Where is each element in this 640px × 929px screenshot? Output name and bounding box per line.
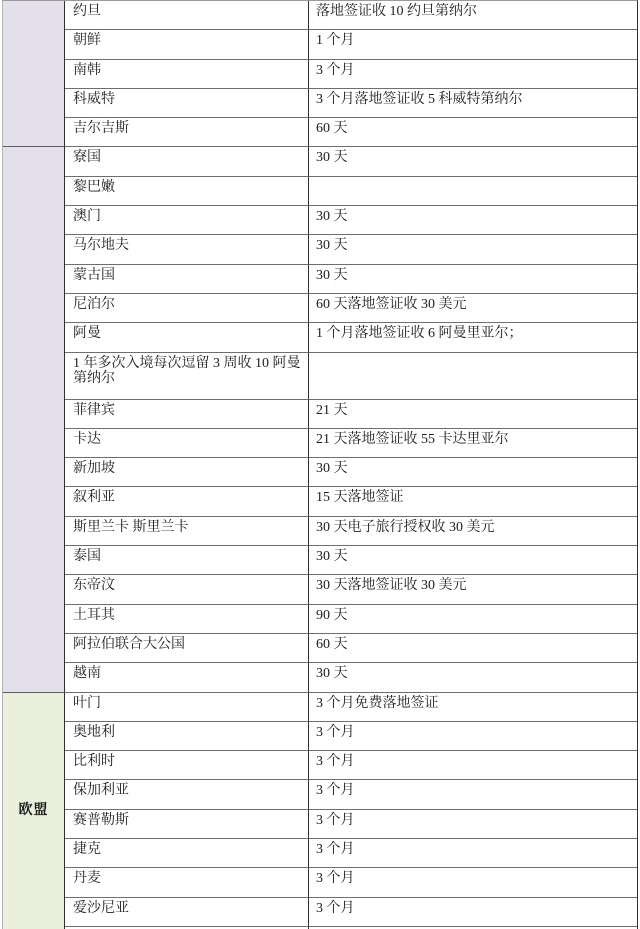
country-cell: 吉尔吉斯 xyxy=(65,118,309,147)
visa-cell: 3 个月 xyxy=(309,780,637,809)
group-cell-eu xyxy=(3,693,65,929)
country-cell: 土耳其 xyxy=(65,605,309,634)
visa-cell: 3 个月 xyxy=(309,839,637,868)
visa-cell: 3 个月落地签证收 5 科威特第纳尔 xyxy=(309,89,637,118)
country-cell: 澳门 xyxy=(65,206,309,235)
visa-cell: 3 个月 xyxy=(309,60,637,89)
visa-cell: 3 个月 xyxy=(309,868,637,897)
visa-cell: 3 个月 xyxy=(309,722,637,751)
visa-cell: 60 天落地签证收 30 美元 xyxy=(309,294,637,323)
group-cell xyxy=(3,1,65,147)
visa-cell: 60 天 xyxy=(309,118,637,147)
country-cell: 东帝汶 xyxy=(65,575,309,604)
visa-cell: 30 天 xyxy=(309,663,637,692)
country-cell: 捷克 xyxy=(65,839,309,868)
visa-cell: 3 个月 xyxy=(309,810,637,839)
visa-cell: 3 个月免费落地签证 xyxy=(309,693,637,722)
visa-cell: 30 天电子旅行授权收 30 美元 xyxy=(309,517,637,546)
visa-cell: 30 天 xyxy=(309,147,637,176)
country-cell: 朝鲜 xyxy=(65,30,309,59)
visa-cell: 1 个月落地签证收 6 阿曼里亚尔； xyxy=(309,323,637,352)
visa-cell: 60 天 xyxy=(309,634,637,663)
country-cell: 约旦 xyxy=(65,1,309,30)
visa-cell: 90 天 xyxy=(309,605,637,634)
visa-cell: 落地签证收 10 约旦第纳尔 xyxy=(309,1,637,30)
country-cell: 马尔地夫 xyxy=(65,235,309,264)
country-cell: 泰国 xyxy=(65,546,309,575)
country-cell: 寮国 xyxy=(65,147,309,176)
country-cell: 奥地利 xyxy=(65,722,309,751)
country-cell: 阿曼 xyxy=(65,323,309,352)
country-cell: 菲律宾 xyxy=(65,400,309,429)
country-cell: 斯里兰卡 斯里兰卡 xyxy=(65,517,309,546)
visa-cell: 3 个月 xyxy=(309,898,637,927)
visa-cell: 15 天落地签证 xyxy=(309,487,637,516)
visa-cell xyxy=(309,177,637,206)
visa-cell: 30 天落地签证收 30 美元 xyxy=(309,575,637,604)
visa-cell: 1 个月 xyxy=(309,30,637,59)
country-cell: 南韩 xyxy=(65,60,309,89)
country-cell: 卡达 xyxy=(65,429,309,458)
country-cell: 爱沙尼亚 xyxy=(65,898,309,927)
visa-cell: 21 天 xyxy=(309,400,637,429)
group-label: 欧盟 xyxy=(18,803,49,819)
visa-cell: 30 天 xyxy=(309,546,637,575)
visa-cell: 21 天落地签证收 55 卡达里亚尔 xyxy=(309,429,637,458)
group-cell xyxy=(3,147,65,692)
visa-cell xyxy=(309,353,637,400)
visa-cell: 30 天 xyxy=(309,265,637,294)
visa-table xyxy=(2,0,638,929)
country-cell: 尼泊尔 xyxy=(65,294,309,323)
country-cell: 叶门 xyxy=(65,693,309,722)
country-cell: 1 年多次入境每次逗留 3 周收 10 阿曼第纳尔 xyxy=(65,353,309,400)
country-cell: 科威特 xyxy=(65,89,309,118)
country-cell: 越南 xyxy=(65,663,309,692)
country-cell: 叙利亚 xyxy=(65,487,309,516)
country-cell: 赛普勒斯 xyxy=(65,810,309,839)
country-cell: 黎巴嫩 xyxy=(65,177,309,206)
visa-cell: 3 个月 xyxy=(309,751,637,780)
country-cell: 丹麦 xyxy=(65,868,309,897)
visa-cell: 30 天 xyxy=(309,235,637,264)
country-cell: 新加坡 xyxy=(65,458,309,487)
visa-cell: 30 天 xyxy=(309,206,637,235)
visa-cell: 30 天 xyxy=(309,458,637,487)
country-cell: 阿拉伯联合大公国 xyxy=(65,634,309,663)
country-cell: 比利时 xyxy=(65,751,309,780)
country-cell: 保加利亚 xyxy=(65,780,309,809)
country-cell: 蒙古国 xyxy=(65,265,309,294)
